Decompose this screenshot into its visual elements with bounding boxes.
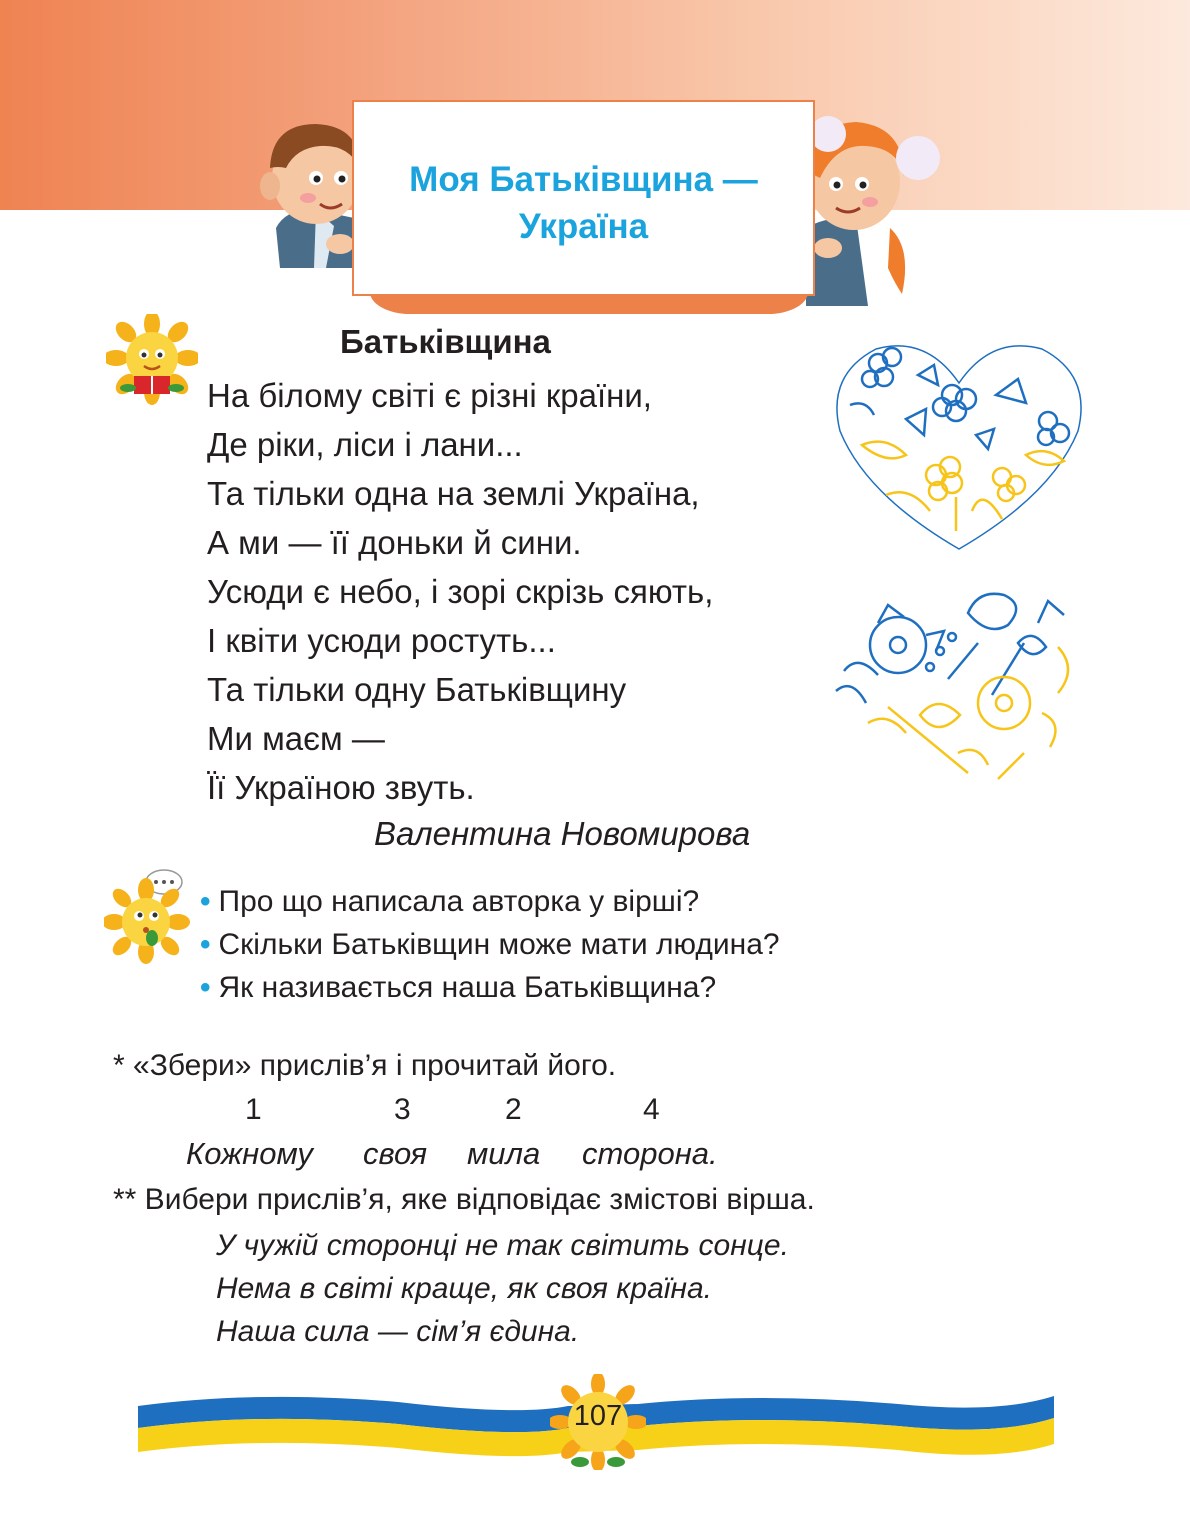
question-item: • Як називається наша Батьківщина? [200,971,717,1004]
word-order-number: 4 [643,1093,660,1126]
poem-line: Ми маєм — [207,720,385,757]
word-order-number: 3 [394,1093,411,1126]
proverb-option: Нема в світі краще, як своя країна. [216,1272,712,1305]
poem-text [207,371,713,812]
proverb-word: своя [363,1136,428,1171]
poem-line: Та тільки одна на землі Україна, [207,475,700,512]
poem-title: Батьківщина [340,323,551,360]
poem-line: І квіти усюди ростуть... [207,622,556,659]
page-number: 107 [573,1400,623,1432]
proverb-option: Наша сила — сім’я єдина. [216,1315,580,1348]
proverb-word: мила [467,1136,541,1171]
question-item: • Про що написала авторка у вірші? [200,885,700,918]
word-order-number: 1 [245,1093,262,1126]
poem-author: Валентина Новомирова [374,815,751,852]
poem-line: Де ріки, ліси і лани... [207,426,523,463]
poem-line: Та тільки одну Батьківщину [207,671,627,708]
title-line-2: Україна [518,207,649,246]
page-title [352,156,815,250]
floral-heart-illustration [826,335,1092,561]
proverb-word: сторона. [582,1136,718,1171]
poem-line: Усюди є небо, і зорі скрізь сяють, [207,573,714,610]
proverb-option: У чужій сторонці не так світить сонце. [216,1229,789,1262]
girl-illustration [806,98,944,306]
proverb-options [216,1224,789,1353]
question-item: • Скільки Батьківщин може мати людина? [200,928,780,961]
sunflower-reader-icon [106,314,198,406]
task-2-instruction: ** Вибери прислів’я, яке відповідає змістові вірша. [113,1183,815,1216]
title-line-1: Моя Батьківщина — [409,160,758,199]
poem-line: На білому світі є різні країни, [207,377,652,414]
poem-line: А ми — її доньки й сини. [207,524,582,561]
sunflower-thinking-icon [104,868,192,968]
proverb-word: Кожному [186,1136,313,1171]
floral-heart-illustration [828,583,1084,791]
task-1-instruction: * «Збери» прислів’я і прочитай його. [113,1049,617,1082]
poem-line: Її Україною звуть. [207,769,475,806]
word-order-number: 2 [505,1093,522,1126]
questions-list [200,880,780,1009]
